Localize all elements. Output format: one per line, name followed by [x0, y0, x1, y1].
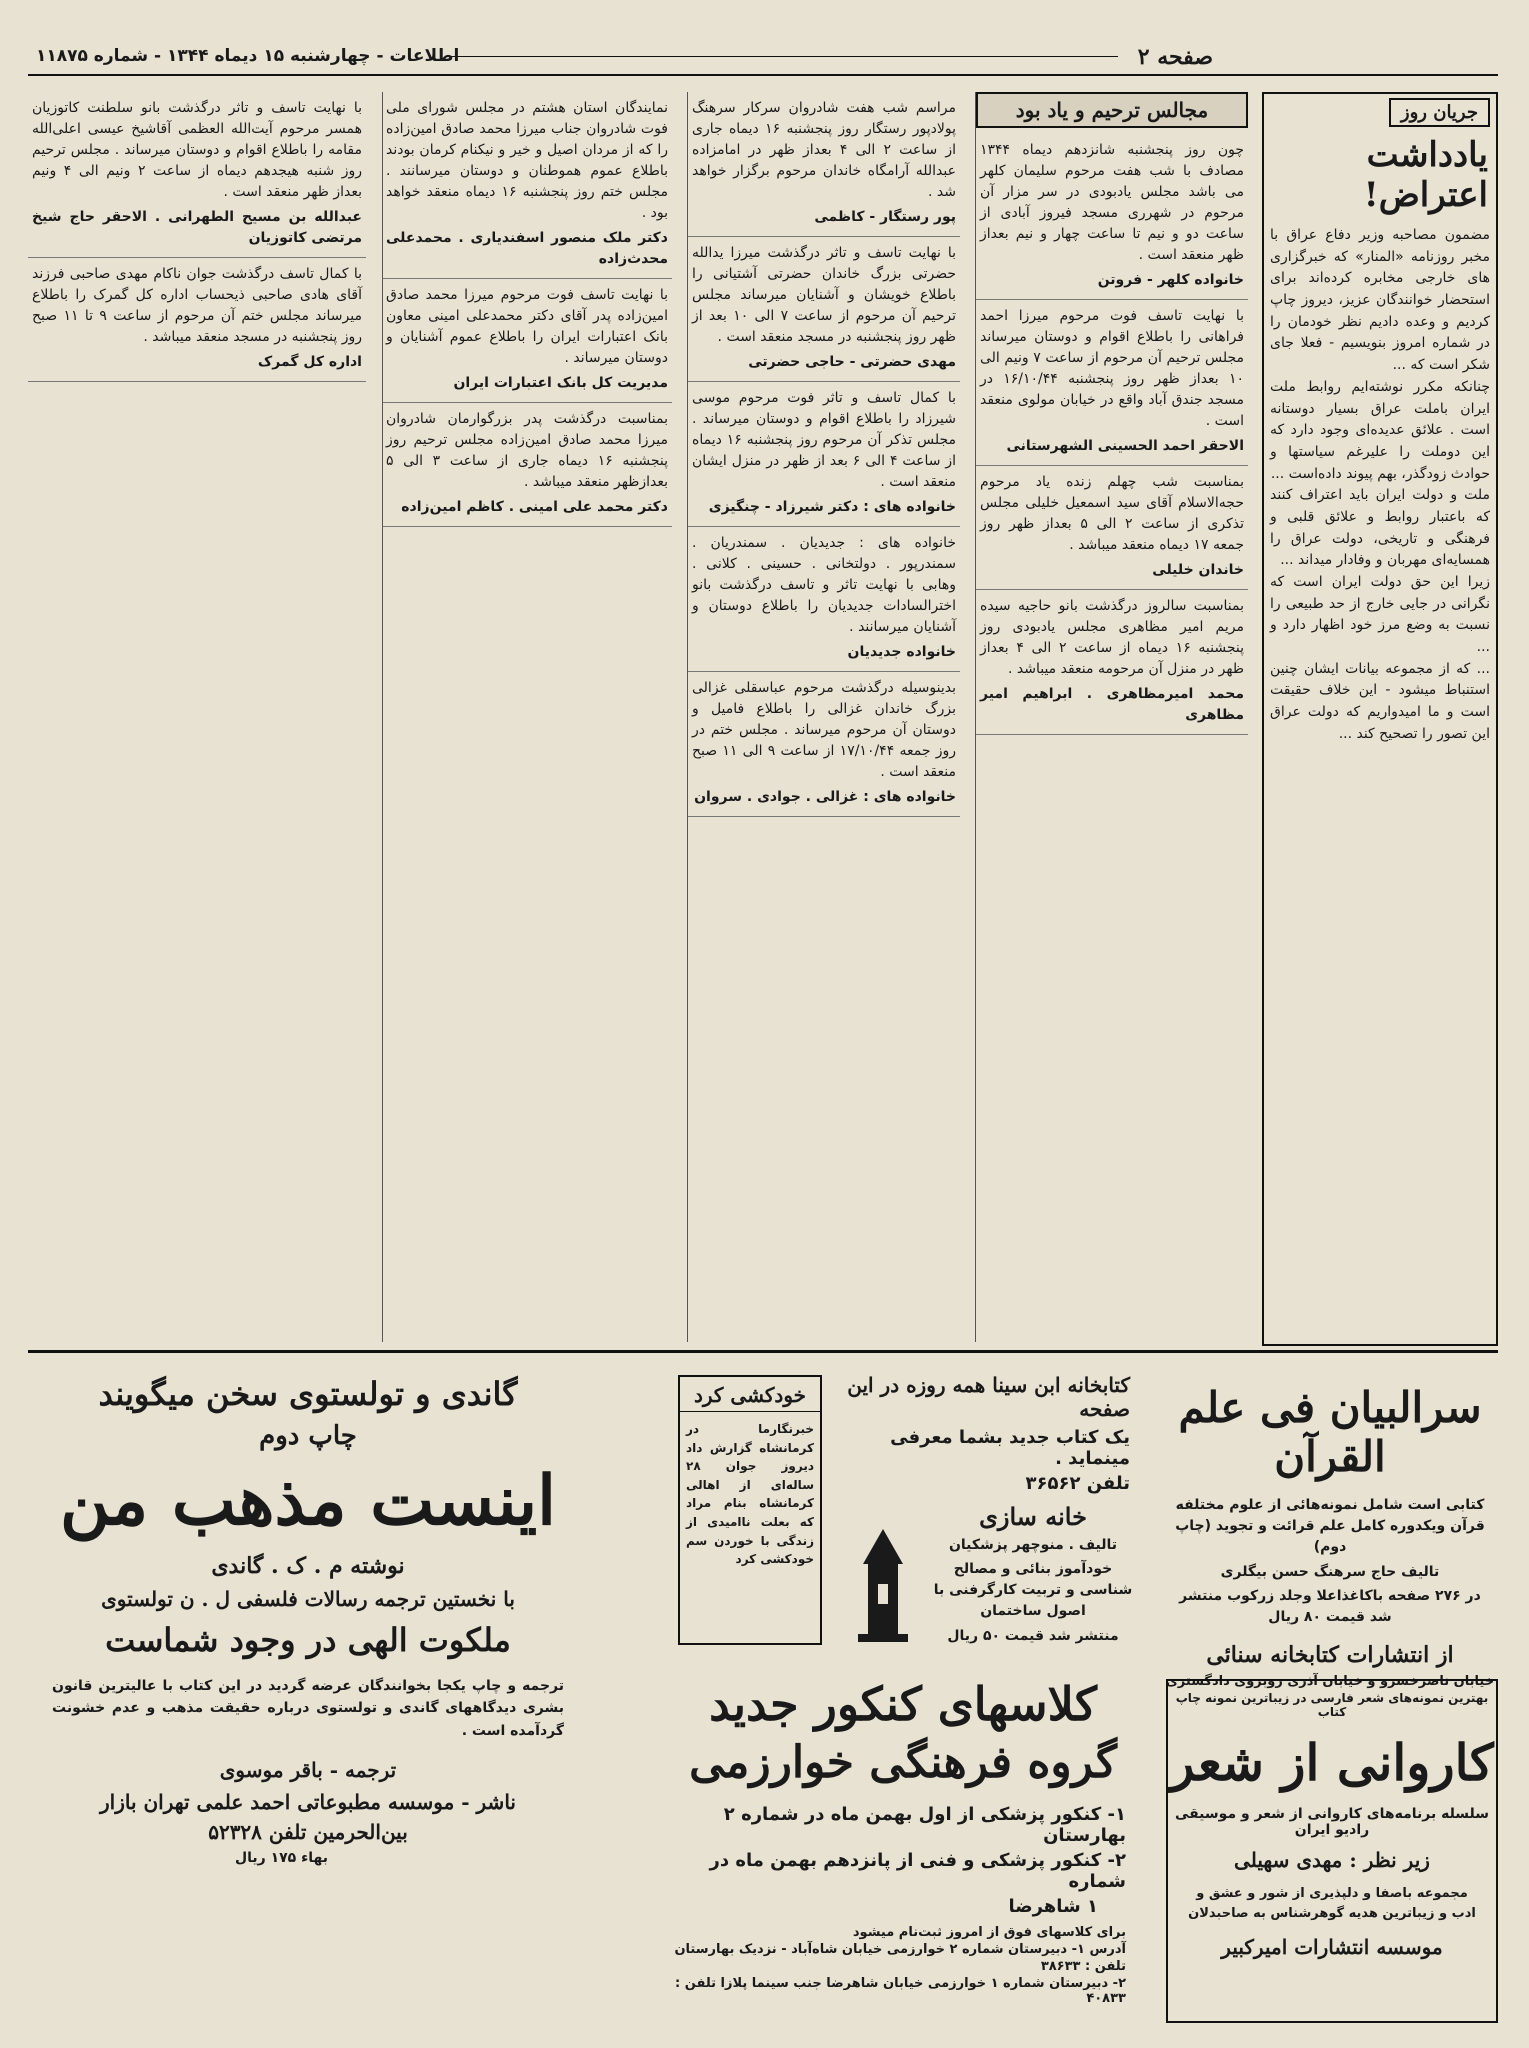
ad-author: تالیف حاج سرهنگ حسن بیگلری — [1220, 1564, 1440, 1580]
obituary-notice: بمناسبت شب چهلم زنده یاد مرحوم حجه‌الاسلام آقای سید اسمعیل خلیلی مجلس تذکری از ساعت ۲ الی ۵ بعداز ظهر روز جمعه ۱۷ دیماه منعقد میباشد . خاندان خلیلی — [976, 466, 1248, 590]
news-text: خبرنگارما در کرمانشاه گزارش داد دیروز جوان ۲۸ ساله‌ای از اهالی کرمانشاه بنام مراد که بعلت ناامیدی از زندگی با خوردن سم خودکشی کرد — [686, 1422, 814, 1567]
obituaries-banner: مجالس ترحیم و یاد بود — [976, 92, 1248, 128]
editorial-column — [1262, 92, 1498, 1346]
ad-line: ۲- دبیرستان شماره ۱ خوارزمی خیابان شاهرضا جنب سینما پلازا تلفن : ۴۰۸۳۳ — [675, 1976, 1126, 2006]
obituary-notice: چون روز پنجشنبه شانزدهم دیماه ۱۳۴۴ مصادف با شب هفت مرحوم سلیمان کلهر می باشد مجلس یادبودی در سر مزار آن مرحوم در شهرری مسجد فیروز آبادی از ساعت دو و نیم تا ساعت چهار و نیم بعداز ظهر منعقد است . خانواده کلهر - فروتن — [976, 134, 1248, 300]
obituary-notice: با نهایت تاسف و تاثر درگذشت میرزا یدالله حضرتی بزرگ خاندان حضرتی آشتیانی را باطلاع خویشان و آشنایان میرساند مجلس ترحیم آن مرحوم از ساعت ۷ الی ۱۰ بعد از ظهر روز پنجشنبه در مسجد منعقد است . مهدی حضرتی - حاجی حضرتی — [688, 237, 960, 382]
masthead — [28, 40, 1498, 76]
ad-book-title: اینست مذهب من — [59, 1461, 557, 1541]
column-divider — [975, 92, 976, 1342]
ad-book-title: خانه سازی — [979, 1502, 1087, 1531]
advertisement-section — [28, 1350, 1498, 2033]
ad-gandhi-tolstoy — [28, 1365, 588, 2025]
ad-author: نوشته م . ک . گاندی — [211, 1553, 405, 1579]
masthead-rule — [448, 56, 1118, 57]
ad-title: کتابخانه ابن سینا همه روزه در این صفحه — [847, 1373, 1130, 1421]
editorial-paragraph: مضمون مصاحبه وزیر دفاع عراق با مخبر روزنامه «المنار» که خبرگزاری های خارجی مخابره کرده‌اند برای استحضار خوانندگان عزیز، دیروز چاپ کردیم و وعده دادیم نظر خودمان را در شماره امروز بنویسیم - فعلا جای شکر است که ... — [1270, 227, 1490, 374]
ad-sirr-albayan — [1162, 1365, 1498, 1689]
ad-line: برای کلاسهای فوق از امروز ثبت‌نام میشود — [852, 1925, 1126, 1940]
obituary-column-3 — [382, 92, 672, 1342]
news-box-suicide — [678, 1375, 822, 1645]
ad-title: گاندی و تولستوی سخن میگویند — [98, 1375, 518, 1413]
obituary-column-2 — [688, 92, 960, 1342]
obituary-notice: با نهایت تاسف فوت مرحوم میرزا محمد صادق امین‌زاده پدر آقای دکتر محمدعلی امینی معاون بانک اعتبارات ایران را باطلاع عموم آشنایان و دوستان میرساند . مدیریت کل بانک اعتبارات ایران — [382, 279, 672, 403]
ad-title: کاروانی از شعر — [1170, 1733, 1494, 1792]
ad-editor: زیر نظر : مهدی سهیلی — [1234, 1848, 1430, 1872]
ad-edition: چاپ دوم — [259, 1421, 357, 1451]
ad-ibn-sina-library — [838, 1365, 1138, 1655]
ad-author: تالیف . منوچهر پزشکیان — [948, 1537, 1118, 1553]
ad-publisher: ناشر - موسسه مطبوعاتی احمد علمی تهران بازار — [100, 1790, 516, 1815]
ad-price: منتشر شد قیمت ۵۰ ریال — [947, 1628, 1119, 1644]
ad-line: ۲- کنکور پزشکی و فنی از پانزدهم بهمن ماه در شماره — [709, 1850, 1126, 1892]
ad-description: ترجمه و چاپ یکجا بخوانندگان عرضه گردید در این کتاب با عالیترین قانون بشری دیدگاههای گاندی و تولستوی درباره حقیقت مذهب و عدم خشونت گردآمده است . — [52, 1678, 564, 1739]
editorial-paragraph: ... که از مجموعه بیانات ایشان چنین استنباط میشود - این خلاف حقیقت است و ما امیدواریم که دولت عراق این تصور را تصحیح کند ... — [1270, 660, 1490, 742]
ad-phone: تلفن ۳۶۵۶۲ — [1025, 1473, 1130, 1494]
ad-address: خیابان ناصرخسرو و خیابان آذری روبروی دادگستری — [1165, 1674, 1495, 1689]
obituary-notice: با کمال تاسف و تاثر فوت مرحوم موسی شیرزاد را باطلاع اقوام و دوستان میرساند . مجلس تذکر آن مرحوم روز پنجشنبه ۱۶ دیماه از ساعت ۴ الی ۶ بعد از ظهر در منزل ایشان منعقد است . خانواده های : دکتر شیرزاد - چنگیزی — [688, 382, 960, 527]
obituary-notice: بمناسبت درگذشت پدر بزرگوارمان شادروان میرزا محمد صادق امین‌زاده مجلس ترحیم روز پنجشنبه ۱۶ دیماه جاری از ساعت ۳ الی ۵ بعدازظهر منعقد میباشد . دکتر محمد علی امینی . کاظم امین‌زاده — [382, 403, 672, 527]
column-divider — [687, 92, 688, 1342]
ad-translator: ترجمه - باقر موسوی — [219, 1758, 397, 1783]
ad-with: با نخستین ترجمه رسالات فلسفی ل . ن تولستوی — [101, 1587, 515, 1611]
ad-title: کلاسهای کنکور جدید — [709, 1677, 1097, 1731]
newspaper-page — [28, 40, 1498, 2035]
tower-icon — [838, 1502, 928, 1644]
obituary-notice: خانواده های : جدیدیان . سمندریان . سمندرپور . دولتخانی . حسینی . کلانی . وهابی با نهایت تاثر و تاسف درگذشت بانو اخترالسادات جدیدیان را باطلاع دوستان و آشنایان میرسانند . خانواده جدیدیان — [688, 527, 960, 672]
ad-line: آدرس ۱- دبیرستان شماره ۲ خوارزمی خیابان شاه‌آباد - نزدیک بهارستان — [674, 1942, 1126, 1957]
dateline: اطلاعات - چهارشنبه ۱۵ دیماه ۱۳۴۴ - شماره ۱۱۸۷۵ — [36, 46, 460, 66]
obituary-notice: با نهایت تاسف و تاثر درگذشت بانو سلطنت کاتوزیان همسر مرحوم آیت‌الله العظمی آقاشیخ عیسی اعلی‌الله مقامه را باطلاع اقوام و دوستان میرساند . مجلس ترحیم روز شنبه هیجدهم دیماه از ساعت ۲ ونیم الی ۴ ونیم بعداز ظهر منعقد است . عبدالله بن مسیح الطهرانی . الاحقر حاج شیخ مرتضی کاتوزیان — [28, 92, 366, 258]
ad-publisher: از انتشارات کتابخانه سنائی — [1206, 1642, 1454, 1668]
obituary-column-1 — [976, 92, 1248, 1342]
ad-publisher: موسسه انتشارات امیرکبیر — [1221, 1935, 1443, 1959]
ad-subtitle: گروه فرهنگی خوارزمی — [689, 1737, 1117, 1788]
ad-price: بهاء ۱۷۵ ریال — [234, 1850, 328, 1867]
ad-description: خودآموز بنائی و مصالح شناسی و تربیت کارگرفنی با اصول ساختمان — [933, 1561, 1133, 1619]
ad-konkur-classes — [668, 1671, 1138, 2021]
ad-karvani-az-sher — [1166, 1679, 1498, 2023]
ad-description: سلسله برنامه‌های کاروانی از شعر و موسیقی رادیو ایران — [1174, 1806, 1490, 1838]
ad-price: در ۲۷۶ صفحه باکاغذاعلا وجلد زرکوب منتشر شد قیمت ۸۰ ریال — [1179, 1588, 1481, 1625]
obituary-notice: بدینوسیله درگذشت مرحوم عباسقلی غزالی بزرگ خاندان غزالی را باطلاع فامیل و دوستان آن مرحوم میرساند . مجلس ختم در روز جمعه ۱۷/۱۰/۴۴ از ساعت ۹ الی ۱۱ صبح منعقد است . خانواده های : غزالی . جوادی . سروان — [688, 672, 960, 817]
obituary-column-4 — [28, 92, 366, 1342]
editorial-paragraph: چنانکه مکرر نوشته‌ایم روابط ملت ایران باملت عراق بسیار دوستانه است . علائق عدیده‌ای وجود دارد که این دوملت را علیرغم سیاستها و حوادث زودگذر، بهم پیوند داده‌است ... — [1270, 378, 1490, 482]
ad-line: ۱- کنکور پزشکی از اول بهمن ماه در شماره ۲ بهارستان — [723, 1804, 1126, 1846]
ad-tagline: بهترین نمونه‌های شعر فارسی در زیباترین نمونه چاپ کتاب — [1175, 1691, 1489, 1719]
editorial-badge: جریان روز — [1389, 98, 1490, 127]
editorial-paragraph: ملت و دولت ایران باید اعتراف کنند که باعتبار روابط و علائق قلبی و فرهنگی و تاریخی، دولت عراق را همسایه‌ای مهربان و وفادار میداند ... — [1270, 487, 1490, 569]
obituary-notice: نمایندگان استان هشتم در مجلس شورای ملی فوت شادروان جناب میرزا محمد صادق امین‌زاده را که از مردان اصیل و خیر و نیکنام کرمان بودند باطلاع عموم هموطنان و دوستان میرسانند . مجلس ختم روز پنجشنبه ۱۶ دیماه منعقد خواهد بود . دکتر ملک منصور اسفندیاری . محمدعلی محدث‌زاده — [382, 92, 672, 279]
obituary-notice: با کمال تاسف درگذشت جوان ناکام مهدی صاحبی فرزند آقای هادی صاحبی ذیحساب اداره کل گمرک را باطلاع میرساند مجلس ختم آن مرحوم از ساعت ۹ تا ۱۱ صبح روز پنجشنبه در مسجد منعقد میباشد . اداره کل گمرک — [28, 258, 366, 382]
ad-line: تلفن : ۳۸۶۳۳ — [1040, 1959, 1126, 1974]
ad-description: کتابی است شامل نمونه‌هائی از علوم مختلفه قرآن ویکدوره کامل علم قرائت و تجوید (چاپ دوم) — [1175, 1497, 1485, 1555]
ad-title: سرالبیان فی علم القرآن — [1178, 1383, 1482, 1481]
ad-line: ۱ شاهرضا — [1008, 1896, 1098, 1917]
ad-subtitle: یک کتاب جدید بشما معرفی مینماید . — [890, 1427, 1130, 1469]
column-divider — [382, 92, 383, 1342]
page-number: صفحه ۲ — [1137, 44, 1213, 70]
news-title: خودکشی کرد — [680, 1383, 820, 1412]
ad-lines: مجموعه باصفا و دلپذیری از شور و عشق و ادب و زیباترین هدیه گوهرشناس به صاحبدلان — [1188, 1886, 1476, 1921]
obituary-notice: مراسم شب هفت شادروان سرکار سرهنگ پولادپور رستگار روز پنجشنبه ۱۶ دیماه جاری از ساعت ۲ الی ۴ بعداز ظهر در امامزاده عبدالله آرامگاه خاندان مرحوم برگزار خواهد شد . پور رستگار - کاظمی — [688, 92, 960, 237]
editorial-headline: یادداشت اعتراض! — [1363, 135, 1488, 215]
ad-book-title-2: ملکوت الهی در وجود شماست — [105, 1621, 511, 1659]
editorial-paragraph: زیرا این حق دولت ایران است که نگرانی در جایی خارج از حد طبیعی را نسبت به وضع مرز خود اظهار دارد و ... — [1270, 574, 1490, 656]
obituary-notice: با نهایت تاسف فوت مرحوم میرزا احمد فراهانی را باطلاع اقوام و دوستان میرساند مجلس ترحیم آن مرحوم از ساعت ۷ ونیم الی ۱۰ بعداز ظهر روز پنجشنبه ۱۶/۱۰/۴۴ در مسجد جندق آباد واقع در خیابان مولوی منعقد است . الاحقر احمد الحسینی الشهرستانی — [976, 300, 1248, 466]
ad-phone: بین‌الحرمین تلفن ۵۲۳۲۸ — [208, 1820, 408, 1845]
obituary-notice: بمناسبت سالروز درگذشت بانو حاجیه سیده مریم امیر مظاهری مجلس یادبودی روز پنجشنبه ۱۶ دیماه از ساعت ۲ الی ۴ بعداز ظهر در منزل آن مرحومه منعقد میباشد . محمد امیرمظاهری . ابراهیم امیر مظاهری — [976, 590, 1248, 735]
